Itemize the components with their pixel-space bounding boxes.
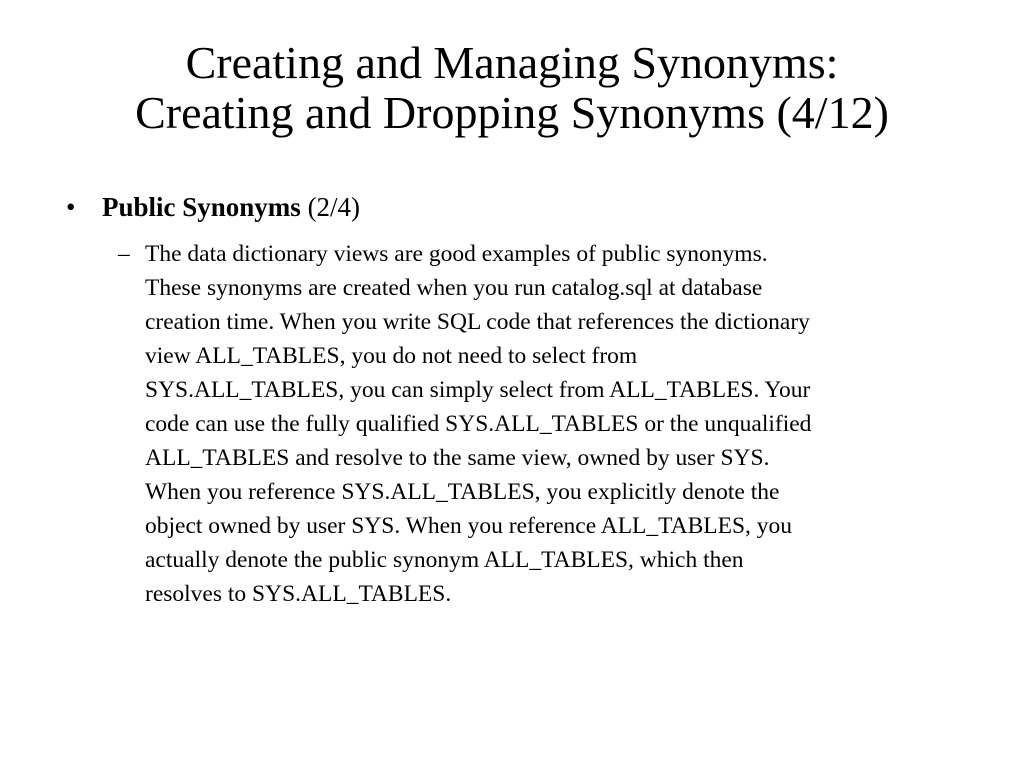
- sub-bullet-marker: –: [118, 241, 130, 267]
- paragraph-line: SYS.ALL_TABLES, you can simply select from ALL_TABLES. Your: [145, 377, 811, 403]
- paragraph-line: resolves to SYS.ALL_TABLES.: [145, 581, 452, 607]
- bullet-normal-text: (2/4): [300, 192, 361, 222]
- paragraph-line: object owned by user SYS. When you reference ALL_TABLES, you: [145, 513, 793, 539]
- paragraph-line: When you reference SYS.ALL_TABLES, you explicitly denote the: [145, 479, 780, 505]
- bullet-bold-text: Public Synonyms: [102, 192, 301, 222]
- paragraph-line: view ALL_TABLES, you do not need to select from: [145, 343, 638, 369]
- paragraph-line: actually denote the public synonym ALL_TABLES, which then: [145, 547, 744, 573]
- bullet-text: [102, 190, 360, 224]
- paragraph-line: code can use the fully qualified SYS.ALL_TABLES or the unqualified: [145, 411, 812, 437]
- paragraph-line: These synonyms are created when you run catalog.sql at database: [145, 275, 763, 301]
- sub-bullet-paragraph: [145, 237, 968, 611]
- slide-title: [40, 38, 984, 138]
- bullet-marker: •: [66, 192, 76, 222]
- paragraph-line: creation time. When you write SQL code that references the dictionary: [145, 309, 810, 335]
- title-line-1: Creating and Managing Synonyms:: [185, 37, 839, 88]
- paragraph-line: ALL_TABLES and resolve to the same view, owned by user SYS.: [145, 445, 770, 471]
- title-line-2: Creating and Dropping Synonyms (4/12): [135, 87, 889, 138]
- paragraph-line: The data dictionary views are good examples of public synonyms.: [145, 241, 768, 267]
